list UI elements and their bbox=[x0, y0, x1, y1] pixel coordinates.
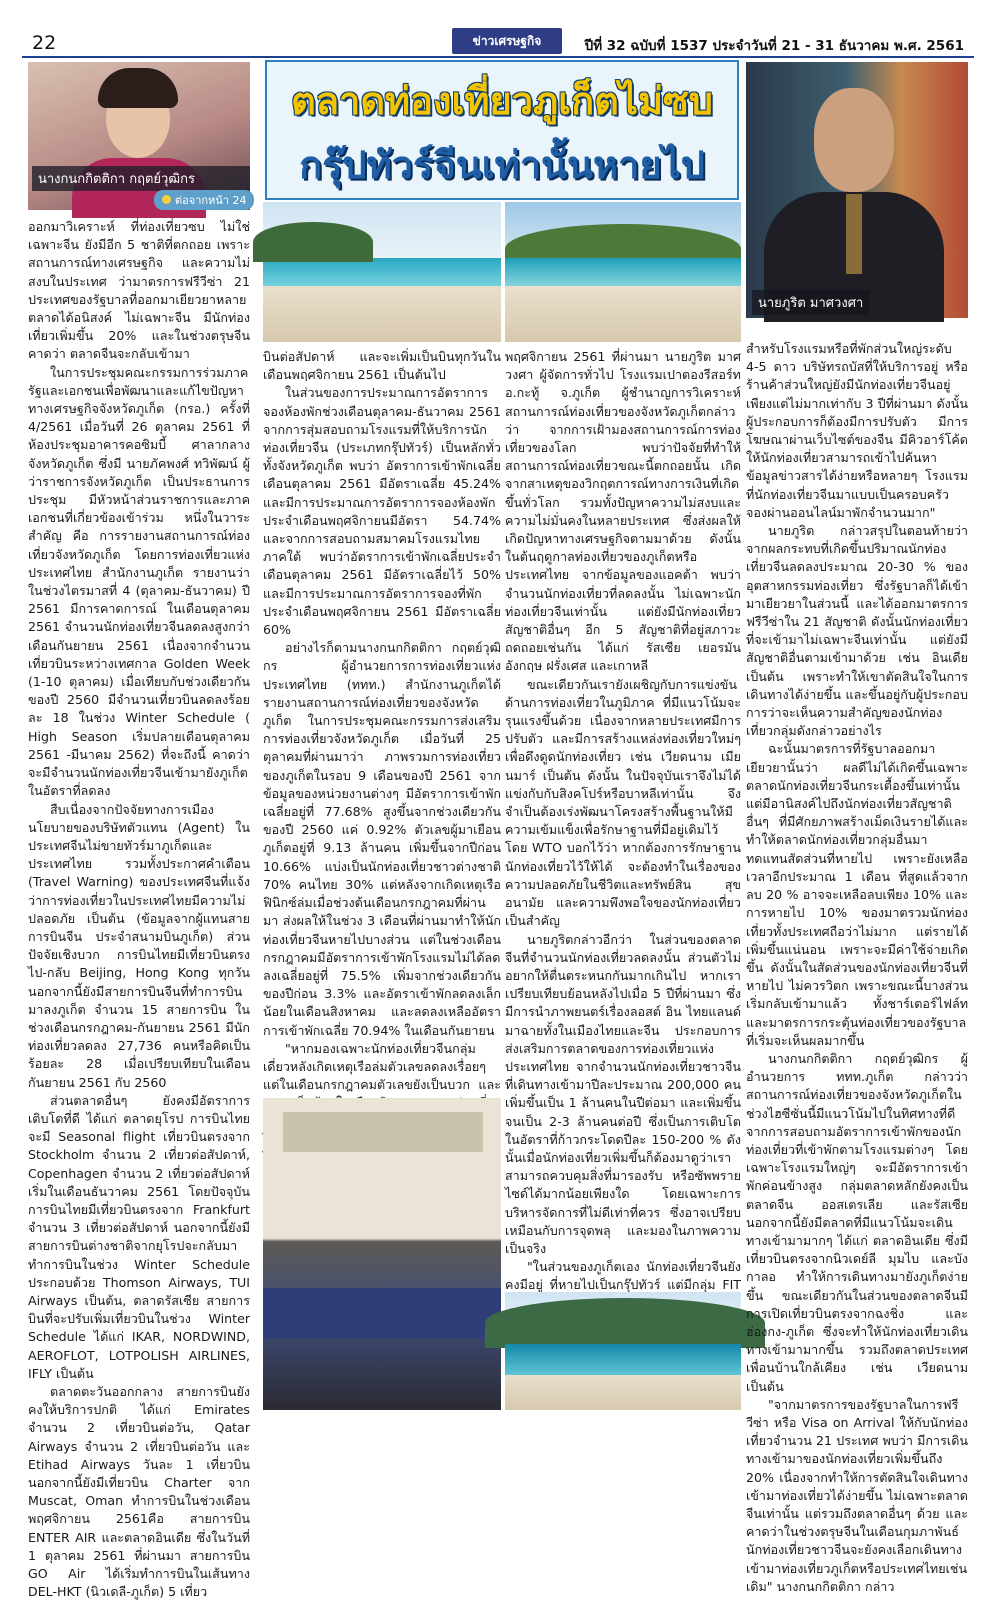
col3-paragraph: ขณะเดียวกันเรายังเผชิญกับการแข่งขันด้านการท่องเที่ยวในภูมิภาค ที่มีแนวโน้มจะรุนแรงขึ้นด้วย เนื่องจากหลายประเทศมีการปรับตัว และมีการสร้างแหล่งท่องเที่ยวใหม่ๆ เพื่อดึงดูดนักท่องเที่ยว เช่น เวียดนาม เมียนมาร์ เป็นต้น ดังนั้น ในปัจจุบันเราจึงไม่ได้แข่งกับกับสิงคโปร์หรือบาหลีเท่านั้น จึงจำเป็นต้องเร่งพัฒนาโครงสร้างพื้นฐานให้มีความเข้มแข็งเพื่อรักษาฐานที่มีอยู่เดิมไว้ โดย WTO บอกไว้ว่า หากต้องการรักษาฐานนักท่องเที่ยวไว้ให้ได้ จะต้องทำในเรื่องของความปลอดภัยในชีวิตและทรัพย์สิน สุขอนามัย และความพึงพอใจของนักท่องเที่ยวเป็นสำคัญ bbox=[505, 676, 741, 929]
col3-paragraph: "ในส่วนของภูเก็ตเอง นักท่องเที่ยวจีนยังคงมีอยู่ ที่หายไปเป็นกรุ๊ปทัวร์ แต่มีกลุ่ม FIT bbox=[505, 1259, 741, 1293]
col4-paragraph: นางกนกกิตติกา กฤตย์วุฒิกร ผู้อำนวยการ ททท.ภูเก็ต กล่าวว่า สถานการณ์ท่องเที่ยวของจังหวัดภูเก็ตในช่วงไฮซีซั่นนี้มีแนวโน้มไปในทิศทางที่ดี จากการสอบถามอัตราการเข้าพักของนักท่องเที่ยวที่เข้าพักตามโรงแรมต่างๆ โดยเฉพาะโรงแรมใหญ่ๆ จะมีอัตราการเข้าพักค่อนข้างสูง กลุ่มตลาดหลักยังคงเป็นตลาดจีน ออสเตรเลีย และรัสเซีย นอกจากนี้ยังมีตลาดที่มีแนวโน้มจะเดินทางเข้ามามากๆ ได้แก่ ตลาดอินเดีย ซึ่งมีเที่ยวบินตรงจากนิวเดย์ลี มุมไบ และบังกาลอ ทำให้การเดินทางมายังภูเก็ตง่ายขึ้น ขณะเดียวกันในส่วนของตลาดจีนมีการเปิดเที่ยวบินตรงจากฉงชิ่ง และ ฮ่องกง-ภูเก็ต ซึ่งจะทำให้นักท่องเที่ยวเดินทางเข้ามามากขึ้น รวมถึงตลาดประเทศเพื่อนบ้านใกล้เคียง เช่น เวียดนาม เป็นต้น bbox=[746, 1050, 968, 1394]
col4-paragraph: ฉะนั้นมาตรการที่รัฐบาลออกมาเยียวยานั้นว่า ผลดีไม่ได้เกิดขึ้นเฉพาะตลาดนักท่องเที่ยวจีนกระเตื้องขึ้นเท่านั้น แต่มีอานิสงค์ไปถึงนักท่องเที่ยวสัญชาติอื่นๆ ที่มีศักยภาพสร้างเม็ดเงินรายได้และทำให้ตลาดนักท่องเที่ยวกลุ่มอื่นมาทดแทนสัดส่วนที่หายไป เพราะยังเหลือเวลาอีกประมาณ 1 เดือน ที่สูดแล้วจากลบ 20 % อาจจะเหลือลบเพียง 10% และการหายไป 10% ของมาตรวมนักท่องเที่ยวทั้งประเทศถือว่าไม่มาก แต่รายได้เพิ่มขึ้นแน่นอน เพราะจะมีค่าใช้จ่ายเกิดขึ้น ดังนั้นในสัดส่วนของนักท่องเที่ยวจีนที่หายไป ไม่ควรวิตก เพราะขณะนี้บางส่วนเริ่มกลับเข้ามาแล้ว ทั้งชาร์เตอร์ไฟล์ท และมาตรการกระตุ้นท่องเที่ยวของรัฐบาลที่เริ่มจะเห็นผลมากขึ้น bbox=[746, 741, 968, 1048]
badge-dot-icon bbox=[162, 195, 171, 204]
col2-paragraph: "หากมองเฉพาะนักท่องเที่ยวจีนกลุ่มเดี่ยวหลังเกิดเหตุเรือล่มตัวเลขลดลงเรื่อยๆ แต่ในเดือนกรกฎาคมตัวเลขยังเป็นบวก และ bbox=[263, 1040, 501, 1093]
header-rule bbox=[22, 56, 974, 58]
col1-paragraph: ในการประชุมคณะกรรมการร่วมภาครัฐและเอกชนเพื่อพัฒนาและแก้ไขปัญหาทางเศรษฐกิจจังหวัดภูเก็ต (กรอ.) ครั้งที่ 4/2561 เมื่อวันที่ 26 ตุลาคม 2561 ที่ห้องประชุมอาคารคอซิมบี้ ศาลากลางจังหวัดภูเก็ต ซึ่งมี นายภัคพงศ์ ทวิพัฒน์ ผู้ว่าราชการจังหวัดภูเก็ต เป็นประธานการประชุม มีหัวหน้าส่วนราชการและภาคเอกชนที่เกี่ยวข้องเข้าร่วม หนึ่งในวาระสำคัญ คือ การรายงานสถานการณ์ท่องเที่ยวจังหวัดภูเก็ต โดยการท่องเที่ยวแห่งประเทศไทย สำนักงานภูเก็ต รายงานว่า ในช่วงไตรมาสที่ 4 (ตุลาคม-ธันวาคม) ปี 2561 มีการคาดการณ์ ในเดือนตุลาคม 2561 จำนวนนักท่องเที่ยวจีนลดลงสูงกว่าเดือนกันยายน 2561 เนื่องจากจำนวนเที่ยวบินระหว่างเทศกาล Golden Week (1-10 ตุลาคม) เมื่อเทียบกับช่วงเดียวกันของปี 2560 มีจำนวนเที่ยวบินลดลงร้อยละ 18 ในช่วง Winter Schedule ( High Season เริ่มปลายเดือนตุลาคม 2561 -มีนาคม 2562) ที่จะถึงนี้ คาดว่าจะมีจำนวนนักท่องเที่ยวจีนเข้ามายังภูเก็ตในอัตราที่ลดลง bbox=[28, 364, 250, 799]
portrait-caption-left: นางกนกกิตติกา กฤตย์วุฒิกร bbox=[32, 166, 250, 191]
beach-photo-bottom bbox=[505, 1292, 741, 1410]
continued-label: ต่อจากหน้า 24 bbox=[175, 194, 247, 207]
article-column-4 bbox=[746, 340, 968, 1594]
portrait-photo-right bbox=[746, 62, 968, 318]
headline-box bbox=[265, 60, 739, 200]
beach-photo-left bbox=[263, 202, 501, 342]
article-column-3 bbox=[505, 348, 741, 1293]
headline-line-1: ตลาดท่องเที่ยวภูเก็ตไม่ซบ bbox=[291, 79, 713, 123]
article-column-1 bbox=[28, 218, 250, 1600]
col2-paragraph: อย่างไรก็ตามนางกนกกิตติกา กฤตย์วุฒิกร ผู้อำนวยการการท่องเที่ยวแห่งประเทศไทย (ททท.) สำนักงานภูเก็ตได้ รายงานสถานการณ์ท่องเที่ยวของจังหวัดภูเก็ต ในการประชุมคณะกรรมการส่งเสริมการท่องเที่ยวจังหวัดภูเก็ต เมื่อวันที่ 25 ตุลาคมที่ผ่านมาว่า ภาพรวมการท่องเที่ยวของภูเก็ตในรอบ 9 เดือนของปี 2561 จากข้อมูลของหน่วยงานต่างๆ มีอัตราการเข้าพักเฉลี่ยอยู่ที่ 77.68% สูงขึ้นจากช่วงเดียวกันของปี 2560 แค่ 0.92% ตัวเลขผู้มาเยือนภูเก็ตอยู่ที่ 9.13 ล้านคน เพิ่มขึ้นจากปีก่อน 10.66% แบ่งเป็นนักท่องเที่ยวชาวต่างชาติ 70% คนไทย 30% แต่หลังจากเกิดเหตุเรือฟินิกซ์ล่มเมื่อช่วงต้นเดือนกรกฎาคมที่ผ่านมา ส่งผลให้ในช่วง 3 เดือนที่ผ่านมาทำให้นักท่องเที่ยวจีนหายไปบางส่วน แต่ในช่วงเดือนกรกฎาคมมีอัตราการเข้าพักโรงแรมไม่ได้ลดลงเฉลี่ยอยู่ที่ 75.5% เพิ่มจากช่วงเดียวกันของปีก่อน 3.3% และอัตราเข้าพักลดลงเล็กน้อยในเดือนสิงหาคม และลดลงเหลืออัตราการเข้าพักเฉลี่ย 70.94% ในเดือนกันยายน bbox=[263, 640, 501, 1038]
col2-paragraph: ในส่วนของการประมาณการอัตราการจองห้องพักช่วงเดือนตุลาคม-ธันวาคม 2561 จากการสุ่มสอบถามโรงแรมที่ให้บริการนักท่องเที่ยวจีน (ประเภทกรุ๊ปทัวร์) เป็นหลักทั่วทั้งจังหวัดภูเก็ต พบว่า อัตราการเข้าพักเฉลี่ยเดือนตุลาคม 2561 มีอัตราเฉลี่ย 45.24% และมีการประมาณการอัตราการจองห้องพักประจำเดือนพฤศจิกายนมีอัตรา 54.74% และจากการสอบถามสมาคมโรงแรมไทยภาคใต้ พบว่าอัตราการเข้าพักเฉลี่ยประจำเดือนตุลาคม 2561 มีอัตราเฉลี่ยไว้ 50% และมีการประมาณการอัตราการจองที่พักประจำเดือนพฤศจิกายน 2561 มีอัตราเฉลี่ย 60% bbox=[263, 385, 501, 638]
col1-paragraph: ส่วนตลาดอื่นๆ ยังคงมีอัตราการเติบโตที่ดี ได้แก่ ตลาดยุโรป การบินไทยจะมี Seasonal flight เที่ยวบินตรงจาก Stockholm จำนวน 2 เที่ยวต่อสัปดาห์, Copenhagen จำนวน 2 เที่ยวต่อสัปดาห์ เริ่มในเดือนธันวาคม 2561 โดยปัจจุบันการบินไทยมีเที่ยวบินตรงจาก Frankfurt จำนวน 3 เที่ยวต่อสัปดาห์ นอกจากนี้ยังมีสายการบินต่างชาติจากยุโรปจะกลับมาทำการบินในช่วง Winter Schedule ประกอบด้วย Thomson Airways, TUI Airways เป็นต้น, ตลาดรัสเซีย สายการบินที่จะปรับเพิ่มเที่ยวบินในช่วง Winter Schedule ได้แก่ IKAR, NORDWIND, AEROFLOT, LOTPOLISH AIRLINES, IFLY เป็นต้น bbox=[28, 1092, 250, 1381]
continued-badge bbox=[154, 190, 254, 210]
beach-photo-right bbox=[505, 202, 741, 342]
masthead-logo: ข่าวเศรษฐกิจ bbox=[452, 28, 562, 54]
col3-paragraph: นายภูริตกล่าวอีกว่า ในส่วนของตลาดจีนที่จำนวนนักท่องเที่ยวลดลงนั้น ส่วนตัวไม่อยากให้ตื่นตระหนกกันมากเกินไป หากเราเปรียบเทียบย้อนหลังไปเมื่อ 5 ปีที่ผ่านมา ซึ่งมีการนำภาพยนตร์เรื่องลอสต์ อิน ไทยแลนด์มาฉายทั้งในเมืองไทยและจีน ประกอบการส่งเสริมการตลาดของการท่องเที่ยวแห่งประเทศไทย จากจำนวนนักท่องเที่ยวชาวจีนที่เดินทางเข้ามาปีละประมาณ 200,000 คน เพิ่มขึ้นเป็น 1 ล้านคนในปีต่อมา และเพิ่มขึ้นจนเป็น 2-3 ล้านคนต่อปี ซึ่งเป็นการเติบโตในอัตราที่ก้าวกระโดดปีละ 150-200 % ดังนั้นเมื่อนักท่องเที่ยวเพิ่มขึ้นก็ต้องมาดูว่าเราสามารถควบคุมสิ่งที่มารองรับ หรือซัพพรายไซด์ได้มากน้อยเพียงใด โดยเฉพาะการบริหารจัดการที่ไม่ดีเท่าที่ควร ซึ่งอาจเปรียบเหมือนกับการจุดพลุ และมองในภาพความเป็นจริง bbox=[505, 931, 741, 1256]
col4-paragraph: สำหรับโรงแรมหรือที่พักส่วนใหญ่ระดับ 4-5 ดาว บริษัทรถบัสที่ให้บริการอยู่ หรือร้านค้าส่วนใหญ่ยังมีนักท่องเที่ยวจีนอยู่ เพียงแต่ไม่มากเท่ากับ 3 ปีที่ผ่านมา ดังนั้นผู้ประกอบการก็ต้องมีการปรับตัว มีการโฆษณาผ่านเว็บไซต์ของจีน มีคิวอาร์โค้ดให้นักท่องเที่ยวสามารถเข้าไปค้นหาข้อมูลข่าวสารได้ง่ายหรือหลายๆ โรงแรมที่นักท่องเที่ยวจีนมาแบบเป็นครอบครัวจองผ่านออนไลน์มาพักจำนวนมาก" bbox=[746, 341, 968, 520]
headline-line-2: กรุ๊ปทัวร์จีนเท่านั้นหายไป bbox=[299, 143, 705, 187]
portrait-tie bbox=[846, 194, 862, 274]
col3-paragraph: พฤศจิกายน 2561 ที่ผ่านมา นายภูริต มาศวงศา ผู้จัดการทั่วไป โรงแรมเปาตองรีสอร์ท อ.กะทู้ จ.ภูเก็ต ผู้ชำนาญการวิเคราะห์สถานการณ์ท่องเที่ยวของจังหวัดภูเก็ตกล่าวว่า จากการเฝ้ามองสถานการณ์การท่องเที่ยวของโลก พบว่าปัจจัยที่ทำให้สถานการณ์ท่องเที่ยวขณะนี้ตกถอยนั้น เกิดจากสาเหตุของวิกฤตการณ์ทางการเงินที่เกิดขึ้นทั่วโลก รวมทั้งปัญหาความไม่สงบและความไม่มั่นคงในหลายประเทศ ซึ่งส่งผลให้เกิดปัญหาทางเศรษฐกิจตามมาด้วย ดังนั้นในต้นฤดูกาลท่องเที่ยวของภูเก็ตหรือประเทศไทย จากข้อมูลของแอคต้า พบว่า จำนวนนักท่องเที่ยวที่ลดลงนั้น ไม่เฉพาะนักท่องเที่ยวจีนเท่านั้น แต่ยังมีนักท่องเที่ยวสัญชาติอื่นๆ อีก 5 สัญชาติที่อยู่สภาวะถดถอยเช่นกัน ได้แก่ รัสเซีย เยอรมัน อังกฤษ ฝรั่งเศส และเกาหลี bbox=[505, 349, 741, 674]
page-number: 22 bbox=[32, 32, 57, 54]
meeting-banner bbox=[283, 1112, 483, 1152]
portrait-head bbox=[814, 88, 894, 192]
col1-paragraph: สืบเนื่องจากปัจจัยทางการเมือง นโยบายของบริษัทตัวแทน (Agent) ในประเทศจีนไม่ขายทัวร์มาภูเก็ตและประเทศไทย รวมทั้งประกาศคำเตือน (Travel Warning) ของประเทศจีนที่แจ้งว่าการท่องเที่ยวในประเทศไทยมีความไม่ปลอดภัย เป็นต้น (ข้อมูลจากผู้แทนสายการบินจีน ประจำสนามบินภูเก็ต) ส่วนปัจจัยเชิงบวก การบินไทยมีเที่ยวบินตรงไป-กลับ Beijing, Hong Kong ทุกวัน นอกจากนี้ยังมีสายการบินจีนที่ทำการบินมาลงภูเก็ต จำนวน 15 สายการบิน ในช่วงเดือนกรกฎาคม-กันยายน 2561 มีนักท่องเที่ยวลดลง 27,736 คนหรือคิดเป็นร้อยละ 28 เมื่อเปรียบเทียบในเดือนกันยายน 2561 กับ 2560 bbox=[28, 801, 250, 1090]
col1-paragraph: ออกมาวิเคราะห์ ที่ท่องเที่ยวซบ ไม่ใช่เฉพาะจีน ยังมีอีก 5 ชาติที่ตกถอย เพราะสถานการณ์ทางเศรษฐกิจ และความไม่สงบในประเทศ ว่ามาตรการฟรีวีซ่า 21 ประเทศของรัฐบาลที่ออกมาเยียวยาหลายตลาดได้อนิสงค์ ไม่เฉพาะจีน มีนักท่องเที่ยวเพิ่มขึ้น 20% และในช่วงตรุษจีนคาดว่า ตลาดจีนจะกลับเข้ามา bbox=[28, 219, 250, 362]
meeting-table bbox=[263, 1288, 501, 1338]
col1-paragraph: ตลาดตะวันออกกลาง สายการบินยังคงให้บริการปกติ ได้แก่ Emirates จำนวน 2 เที่ยวบินต่อวัน, Qatar Airways จำนวน 2 เที่ยวบินต่อวัน และ Etihad Airways วันละ 1 เที่ยวบิน นอกจากนี้ยังมีเที่ยวบิน Charter จาก Muscat, Oman ทำการบินในช่วงเดือนพฤศจิกายน 2561คือ สายการบิน ENTER AIR และตลาดอินเดีย ซึ่งในวันที่ 1 ตุลาคม 2561 ที่ผ่านมา สายการบิน GO Air ได้เริ่มทำการบินในเส้นทาง DEL-HKT (นิวเดลี-ภูเก็ต) 5 เที่ยว bbox=[28, 1384, 250, 1600]
issue-line: ปีที่ 32 ฉบับที่ 1537 ประจำวันที่ 21 - 31 ธันวาคม พ.ศ. 2561 bbox=[584, 38, 964, 54]
col4-paragraph: นายภูริต กล่าวสรุปในตอนท้ายว่า จากผลกระทบที่เกิดขึ้นปริมาณนักท่องเที่ยวจีนลดลงประมาณ 20-30 % ของอุตสาหกรรมท่องเที่ยว ซึ่งรัฐบาลก็ได้เข้ามาเยียวยาในส่วนนี้ และได้ออกมาตรการฟรีวีซ่าใน 21 สัญชาติ ดังนั้นนักท่องเที่ยวที่จะเข้ามาไม่เฉพาะจีนเท่านั้น แต่ยังมีสัญชาติอื่นตามเข้ามาด้วย เช่น อินเดีย เป็นต้น เพราะทำให้เขาตัดสินใจในการเดินทางได้ง่ายขึ้น และขึ้นอยู่กับผู้ประกอบการว่าจะเห็นความสำคัญของนักท่องเที่ยวกลุ่มดังกล่าวอย่างไร bbox=[746, 523, 968, 739]
col2-paragraph: บินต่อสัปดาห์ และจะเพิ่มเป็นบินทุกวันในเดือนพฤศจิกายน 2561 เป็นต้นไป bbox=[263, 349, 501, 383]
portrait-hair bbox=[98, 68, 178, 108]
meeting-photo bbox=[263, 1098, 501, 1410]
portrait-caption-right: นายภูริต มาศวงศา bbox=[752, 290, 869, 315]
col4-paragraph: "จากมาตรการของรัฐบาลในการฟรีวีซ่า หรือ Visa on Arrival ให้กับนักท่องเที่ยวจำนวน 21 ประเทศ พบว่า มีการเดินทางเข้ามาของนักท่องเที่ยวเพิ่มขึ้นถึง 20% เนื่องจากทำให้การตัดสินใจเดินทางเข้ามาท่องเที่ยวได้ง่ายขึ้น ไม่เฉพาะตลาดจีนเท่านั้น แต่รวมถึงตลาดอื่นๆ ด้วย และคาดว่าในช่วงตรุษจีนในเดือนกุมภาพันธ์นักท่องเที่ยวชาวจีนจะยังคงเลือกเดินทางเข้ามาท่องเที่ยวภูเก็ตหรือประเทศไทยเช่นเดิม" นางกนกกิตติกา กล่าว bbox=[746, 1396, 968, 1594]
article-column-2 bbox=[263, 348, 501, 1093]
